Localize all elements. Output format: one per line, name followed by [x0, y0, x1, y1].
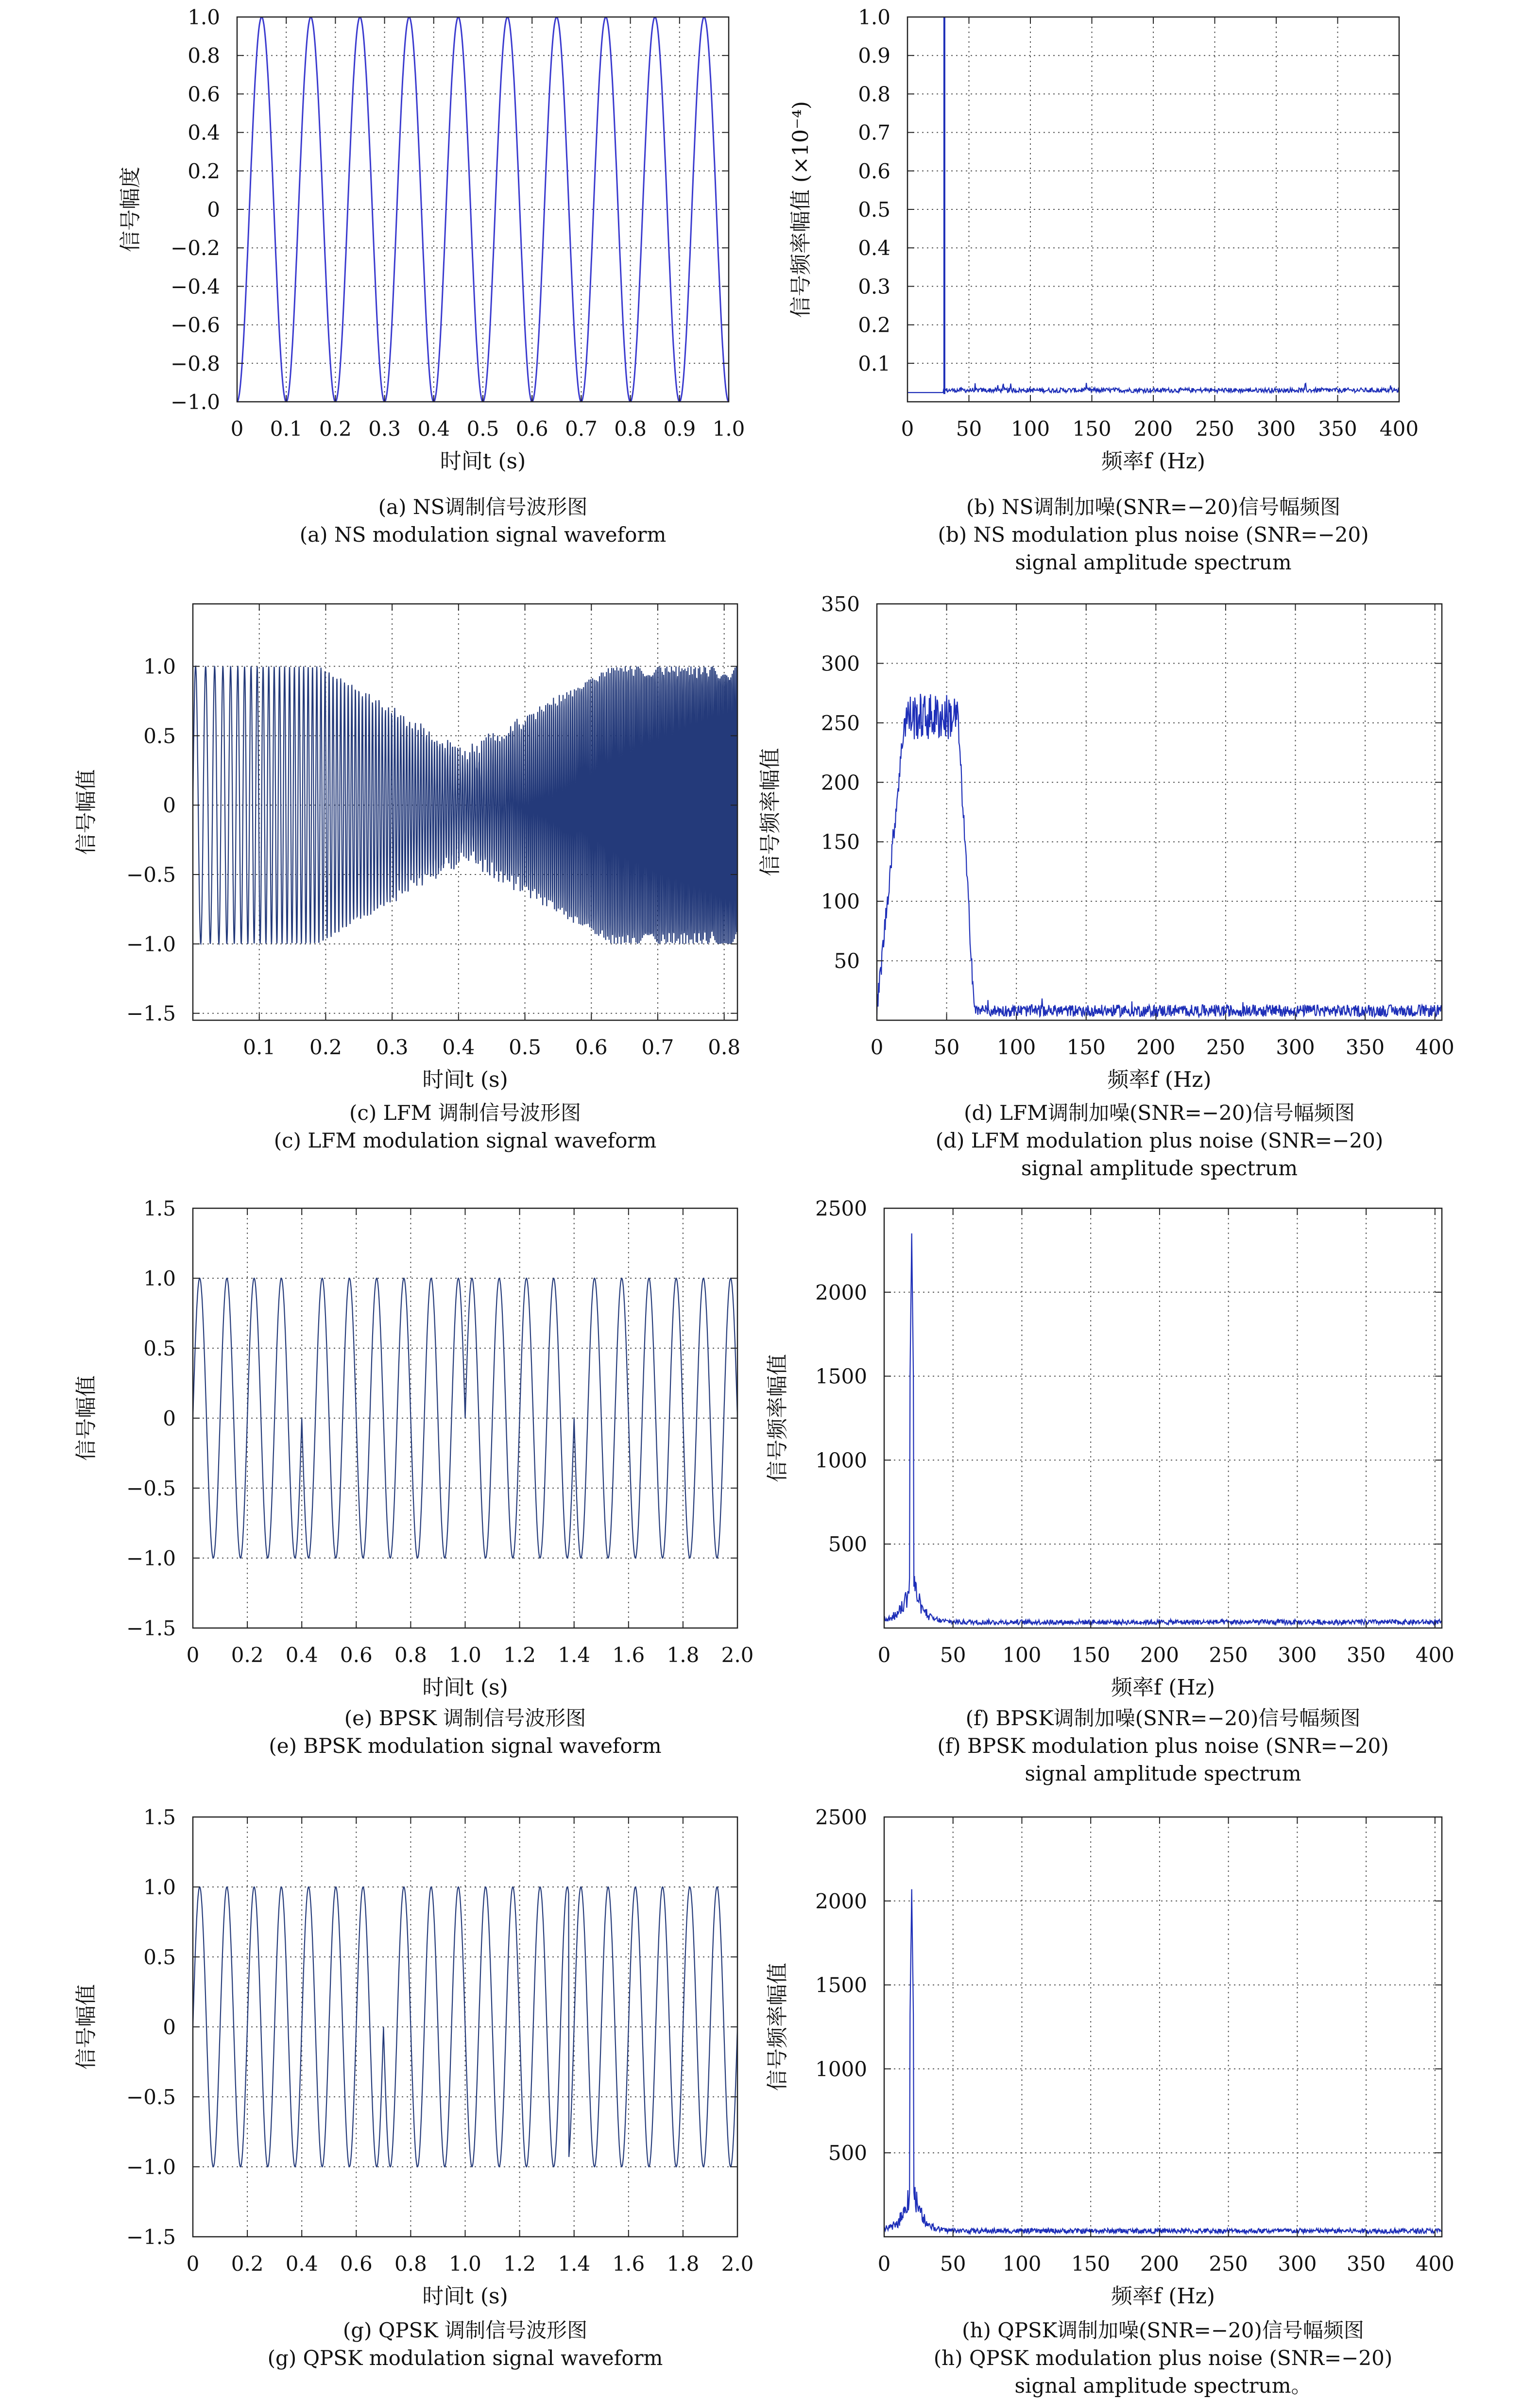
x-tick-label: 150 — [1071, 1643, 1111, 1667]
figure-caption-b: signal amplitude spectrum — [1015, 550, 1292, 574]
plot-frame — [884, 1208, 1442, 1628]
y-tick-label: 250 — [821, 711, 860, 735]
figure-caption-d: (d) LFM调制加噪(SNR=−20)信号幅频图 — [964, 1101, 1355, 1125]
x-tick-label: 0.8 — [394, 1643, 427, 1667]
x-tick-label: 300 — [1278, 1643, 1317, 1667]
x-tick-label: 0 — [230, 417, 244, 441]
x-tick-label: 0.5 — [466, 417, 499, 441]
y-tick-label: 1.5 — [143, 1197, 176, 1220]
y-tick-label: 0.6 — [188, 82, 220, 106]
y-tick-label: −1.5 — [126, 1001, 176, 1026]
x-tick-label: 1.0 — [449, 1643, 481, 1667]
y-tick-label: 1500 — [815, 1364, 867, 1389]
figure-caption-b: (b) NS modulation plus noise (SNR=−20) — [938, 523, 1369, 547]
y-tick-label: 0.8 — [858, 82, 890, 106]
x-tick-label: 0 — [186, 2252, 200, 2276]
x-tick-label: 0 — [877, 1643, 891, 1667]
figure-caption-a: (a) NS modulation signal waveform — [299, 523, 667, 547]
x-tick-label: 100 — [997, 1035, 1036, 1059]
x-tick-label: 1.0 — [449, 2252, 481, 2276]
y-tick-label: 1.0 — [143, 1267, 176, 1290]
chart-h — [765, 1805, 1454, 2309]
y-tick-label: 0 — [163, 793, 176, 818]
figure-caption-d: (d) LFM modulation plus noise (SNR=−20) — [935, 1129, 1384, 1152]
y-tick-label: −1.5 — [126, 2225, 176, 2249]
y-tick-label: 1500 — [815, 1973, 867, 1997]
x-axis-label: 时间t (s) — [422, 1067, 508, 1092]
x-axis-label: 频率f (Hz) — [1107, 1067, 1212, 1092]
y-tick-label: 300 — [821, 651, 860, 676]
x-tick-label: 1.4 — [558, 2252, 591, 2276]
y-tick-label: 0 — [163, 2015, 176, 2039]
x-tick-label: 150 — [1071, 2252, 1111, 2276]
x-tick-label: 0.6 — [340, 2252, 373, 2276]
y-tick-label: 150 — [821, 830, 860, 854]
x-tick-label: 50 — [933, 1035, 960, 1059]
chart-c — [74, 604, 740, 1092]
y-tick-label: 1.0 — [143, 1875, 176, 1899]
chart-b — [788, 5, 1419, 474]
x-tick-label: 350 — [1347, 2252, 1386, 2276]
x-tick-label: 1.6 — [612, 1643, 645, 1667]
x-tick-label: 300 — [1278, 2252, 1317, 2276]
x-tick-label: 0.3 — [368, 417, 401, 441]
y-tick-label: −0.5 — [126, 1476, 176, 1500]
x-tick-label: 0.2 — [231, 2252, 264, 2276]
x-tick-label: 2.0 — [721, 2252, 754, 2276]
x-tick-label: 50 — [940, 2252, 966, 2276]
x-axis-label: 频率f (Hz) — [1101, 449, 1206, 474]
y-tick-label: −0.4 — [171, 274, 220, 299]
y-tick-label: −1.5 — [126, 1616, 176, 1640]
series-line — [884, 1889, 1441, 2234]
x-tick-label: 50 — [956, 417, 982, 441]
x-tick-label: 100 — [1002, 1643, 1042, 1667]
y-tick-label: −1.0 — [126, 2155, 176, 2179]
figure-caption-g: (g) QPSK modulation signal waveform — [267, 2346, 663, 2370]
x-tick-label: 0 — [901, 417, 914, 441]
figure-caption-c: (c) LFM 调制信号波形图 — [349, 1101, 582, 1125]
x-tick-label: 0.8 — [394, 2252, 427, 2276]
x-tick-label: 250 — [1209, 1643, 1248, 1667]
y-tick-label: 0.5 — [143, 1945, 176, 1969]
x-tick-label: 0.6 — [575, 1035, 608, 1059]
y-tick-label: 0.3 — [858, 274, 890, 299]
x-tick-label: 50 — [940, 1643, 966, 1667]
chart-f — [765, 1197, 1454, 1700]
x-tick-label: 300 — [1276, 1035, 1315, 1059]
figure-caption-b: (b) NS调制加噪(SNR=−20)信号幅频图 — [966, 495, 1341, 519]
y-tick-label: 0.1 — [858, 351, 890, 376]
x-tick-label: 250 — [1206, 1035, 1245, 1059]
x-tick-label: 250 — [1209, 2252, 1248, 2276]
y-tick-label: 0.9 — [858, 44, 890, 68]
y-tick-label: 500 — [828, 1532, 867, 1557]
y-tick-label: 0.7 — [858, 120, 890, 145]
x-tick-label: 350 — [1318, 417, 1357, 441]
y-tick-label: 100 — [821, 890, 860, 914]
y-tick-label: 350 — [821, 592, 860, 616]
x-tick-label: 350 — [1345, 1035, 1385, 1059]
x-tick-label: 0.4 — [417, 417, 450, 441]
x-tick-label: 200 — [1133, 417, 1173, 441]
figure-caption-f: (f) BPSK调制加噪(SNR=−20)信号幅频图 — [965, 1706, 1361, 1730]
x-tick-label: 1.2 — [503, 1643, 536, 1667]
y-tick-label: −1.0 — [171, 390, 220, 414]
x-axis-label: 频率f (Hz) — [1111, 1675, 1215, 1700]
x-tick-label: 200 — [1136, 1035, 1176, 1059]
figure-caption-d: signal amplitude spectrum — [1021, 1156, 1298, 1180]
x-tick-label: 0.1 — [270, 417, 303, 441]
x-tick-label: 100 — [1010, 417, 1050, 441]
x-tick-label: 1.4 — [558, 1643, 591, 1667]
x-tick-label: 400 — [1379, 417, 1419, 441]
figure-caption-f: (f) BPSK modulation plus noise (SNR=−20) — [937, 1734, 1389, 1758]
plot-frame — [877, 604, 1442, 1020]
figure-caption-e: (e) BPSK 调制信号波形图 — [344, 1706, 586, 1730]
x-axis-label: 时间t (s) — [440, 449, 526, 474]
y-axis-label: 信号幅值 — [74, 1984, 99, 2070]
figure-caption-c: (c) LFM modulation signal waveform — [274, 1129, 657, 1152]
x-tick-label: 400 — [1415, 1643, 1454, 1667]
x-tick-label: 1.8 — [667, 1643, 700, 1667]
x-tick-label: 200 — [1140, 2252, 1179, 2276]
y-tick-label: 0.8 — [188, 44, 220, 68]
x-tick-label: 0.7 — [565, 417, 598, 441]
y-tick-label: 2500 — [815, 1197, 867, 1220]
y-tick-label: 0 — [207, 198, 220, 222]
y-axis-label: 信号幅度 — [118, 167, 143, 252]
y-tick-label: 500 — [828, 2141, 867, 2165]
y-tick-label: −0.8 — [171, 351, 220, 376]
figure-caption-h: (h) QPSK modulation plus noise (SNR=−20) — [933, 2346, 1393, 2370]
y-tick-label: 1.5 — [143, 1805, 176, 1829]
chart-g — [74, 1805, 753, 2309]
y-tick-label: 1000 — [815, 2057, 867, 2081]
x-tick-label: 1.2 — [503, 2252, 536, 2276]
x-tick-label: 150 — [1066, 1035, 1106, 1059]
x-tick-label: 0.4 — [442, 1035, 475, 1059]
y-tick-label: −0.6 — [171, 313, 220, 337]
y-tick-label: 0.2 — [188, 159, 220, 183]
chart-e — [74, 1197, 753, 1700]
x-tick-label: 0.1 — [243, 1035, 276, 1059]
y-tick-label: 0.4 — [858, 236, 890, 260]
x-tick-label: 0 — [870, 1035, 884, 1059]
x-tick-label: 150 — [1072, 417, 1112, 441]
y-tick-label: −0.5 — [126, 2085, 176, 2109]
x-axis-label: 时间t (s) — [422, 2284, 508, 2309]
x-tick-label: 0.2 — [231, 1643, 264, 1667]
y-tick-label: 2000 — [815, 1280, 867, 1304]
y-tick-label: 2000 — [815, 1889, 867, 1913]
figure-caption-f: signal amplitude spectrum — [1025, 1762, 1301, 1785]
y-tick-label: 200 — [821, 771, 860, 795]
chart-a — [118, 5, 745, 474]
y-axis-label: 信号频率幅值 — [758, 748, 783, 876]
y-tick-label: −1.0 — [126, 932, 176, 956]
x-tick-label: 100 — [1002, 2252, 1042, 2276]
x-tick-label: 0 — [186, 1643, 200, 1667]
y-axis-label: 信号频率幅值 (×10⁻⁴) — [788, 101, 813, 318]
chart-d — [758, 592, 1454, 1092]
y-tick-label: 0.6 — [858, 159, 890, 183]
x-tick-label: 1.8 — [667, 2252, 700, 2276]
x-tick-label: 0.2 — [319, 417, 352, 441]
y-tick-label: 0.5 — [143, 724, 176, 748]
y-tick-label: 0 — [163, 1406, 176, 1430]
y-tick-label: 0.5 — [858, 198, 890, 222]
y-tick-label: 0.5 — [143, 1337, 176, 1360]
y-tick-label: 1000 — [815, 1448, 867, 1473]
y-tick-label: 1.0 — [143, 654, 176, 679]
plot-frame — [884, 1817, 1442, 2237]
x-tick-label: 0 — [877, 2252, 891, 2276]
y-axis-label: 信号频率幅值 — [765, 1963, 790, 2091]
y-tick-label: 0.4 — [188, 120, 220, 145]
x-tick-label: 350 — [1347, 1643, 1386, 1667]
x-tick-label: 0.5 — [509, 1035, 541, 1059]
series-line — [877, 694, 1441, 1016]
x-tick-label: 0.7 — [641, 1035, 674, 1059]
x-tick-label: 0.8 — [614, 417, 647, 441]
figure-caption-g: (g) QPSK 调制信号波形图 — [342, 2318, 588, 2342]
figure-caption-h: (h) QPSK调制加噪(SNR=−20)信号幅频图 — [962, 2318, 1364, 2342]
x-tick-label: 250 — [1195, 417, 1234, 441]
x-tick-label: 2.0 — [721, 1643, 754, 1667]
y-axis-label: 信号幅值 — [74, 769, 99, 855]
x-axis-label: 频率f (Hz) — [1111, 2284, 1215, 2309]
y-axis-label: 信号频率幅值 — [765, 1354, 790, 1482]
figure-caption-e: (e) BPSK modulation signal waveform — [269, 1734, 662, 1758]
x-tick-label: 400 — [1415, 2252, 1454, 2276]
y-tick-label: 0.2 — [858, 313, 890, 337]
x-tick-label: 200 — [1140, 1643, 1179, 1667]
x-axis-label: 时间t (s) — [422, 1675, 508, 1700]
x-tick-label: 0.4 — [285, 2252, 318, 2276]
y-tick-label: 1.0 — [858, 5, 890, 29]
y-tick-label: −0.2 — [171, 236, 220, 260]
x-tick-label: 0.8 — [708, 1035, 741, 1059]
y-tick-label: 1.0 — [188, 5, 220, 29]
y-axis-label: 信号幅值 — [74, 1375, 99, 1461]
x-tick-label: 1.6 — [612, 2252, 645, 2276]
x-tick-label: 1.0 — [712, 417, 745, 441]
x-tick-label: 0.6 — [340, 1643, 373, 1667]
y-tick-label: −1.0 — [126, 1546, 176, 1570]
x-tick-label: 0.6 — [515, 417, 548, 441]
x-tick-label: 400 — [1415, 1035, 1454, 1059]
x-tick-label: 0.4 — [285, 1643, 318, 1667]
y-tick-label: 2500 — [815, 1805, 867, 1829]
figure-caption-a: (a) NS调制信号波形图 — [378, 495, 588, 519]
y-tick-label: 50 — [834, 949, 860, 973]
x-tick-label: 0.3 — [376, 1035, 409, 1059]
figure-caption-h: signal amplitude spectrum。 — [1014, 2374, 1312, 2398]
y-tick-label: −0.5 — [126, 863, 176, 887]
x-tick-label: 0.9 — [663, 417, 696, 441]
x-tick-label: 300 — [1256, 417, 1296, 441]
x-tick-label: 0.2 — [309, 1035, 342, 1059]
